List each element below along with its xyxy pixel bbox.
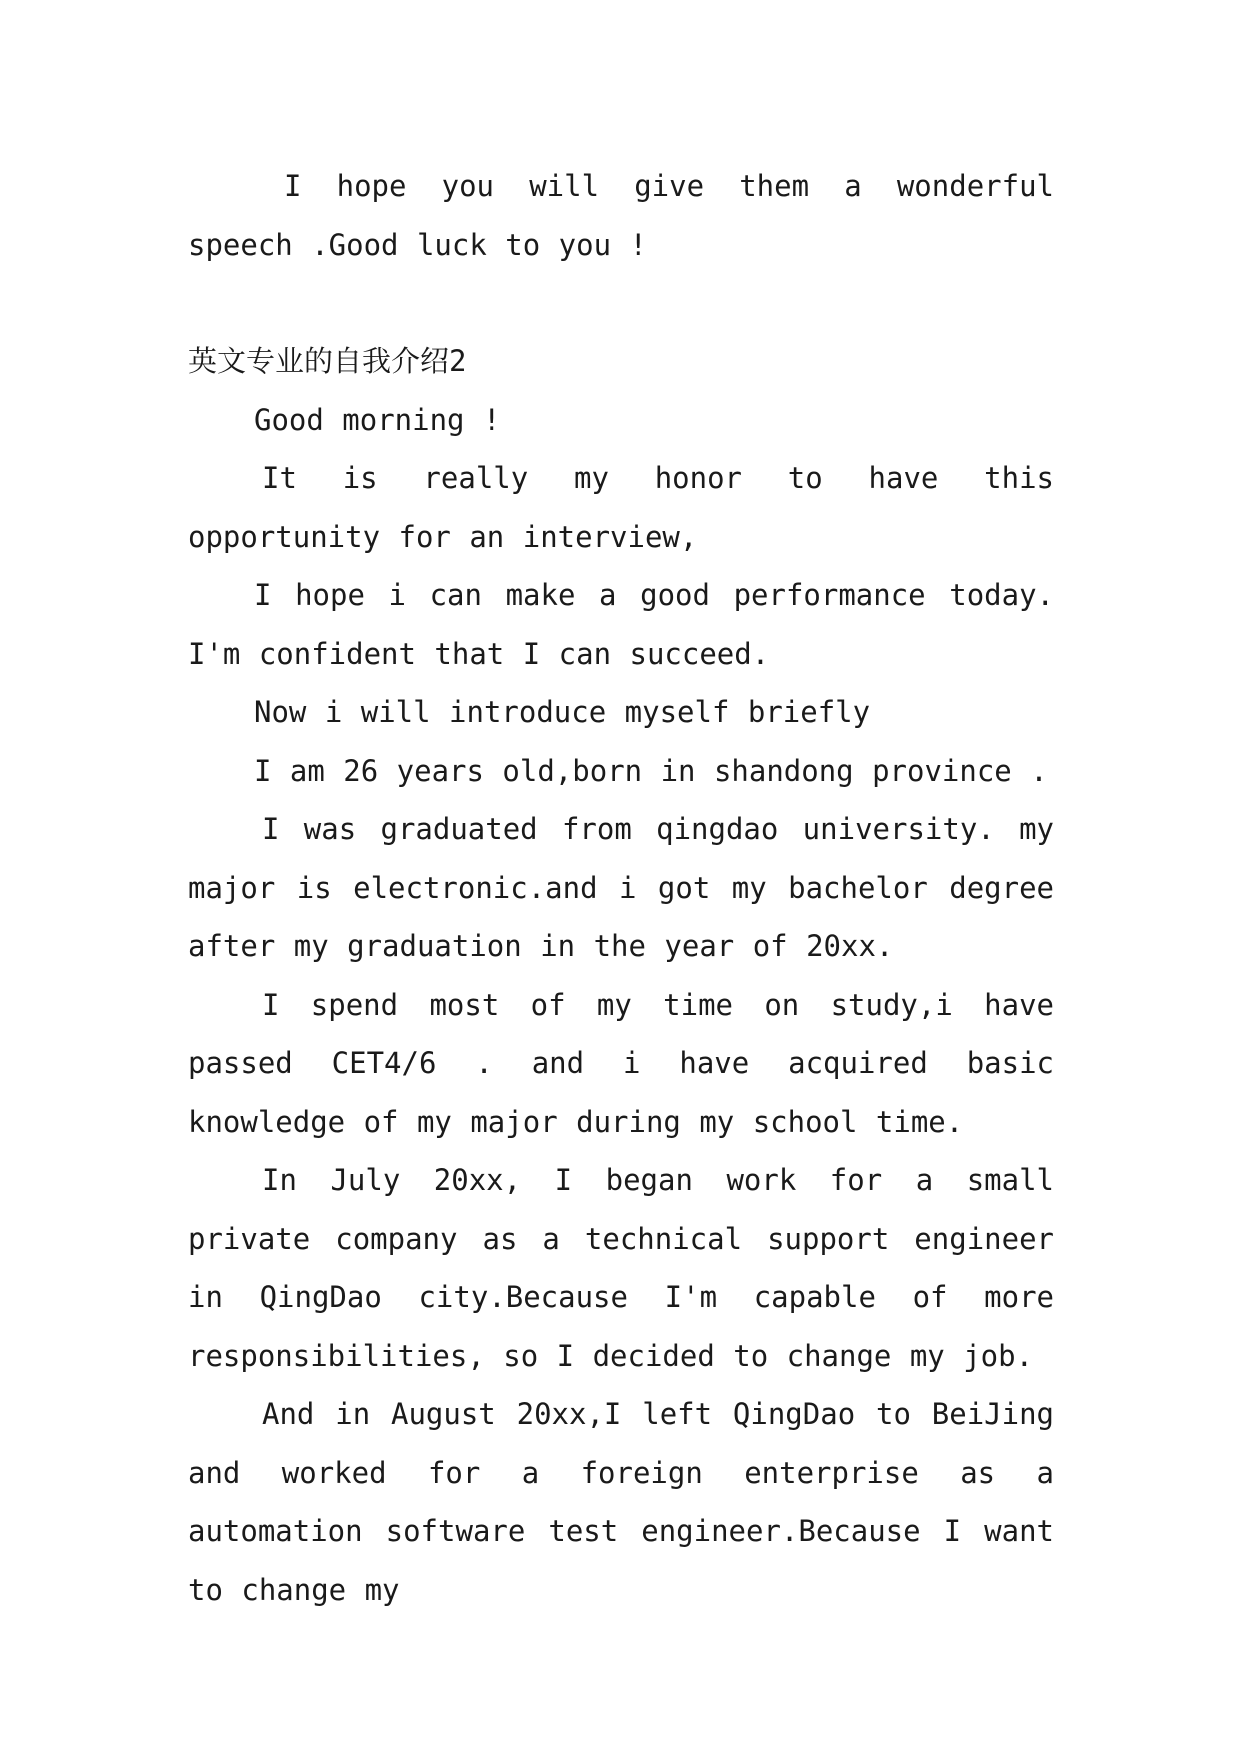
paragraph-age: I am 26 years old,born in shandong province .: [254, 753, 1048, 788]
intro-paragraph: I hope you will give them a wonderful speech .Good luck to you !: [188, 169, 1054, 262]
paragraph-honor: It is really my honor to have this opportunity for an interview,: [188, 461, 1054, 554]
paragraph-education: I was graduated from qingdao university. my major is electronic.and i got my bachelor degree after my graduation in the year of 20xx.: [188, 812, 1054, 963]
paragraph-study: I spend most of my time on study,i have passed CET4/6 . and i have acquired basic knowledge of my major during my school time.: [188, 987, 1054, 1139]
paragraph-greeting: Good morning !: [254, 402, 501, 437]
document-body: [188, 157, 1054, 1619]
section-title: 英文专业的自我介绍2: [188, 344, 467, 378]
paragraph-performance: I hope i can make a good performance today. I'm confident that I can succeed.: [188, 578, 1054, 671]
paragraph-first-job: In July 20xx, I began work for a small private company as a technical support engineer in QingDao city.Because I'm capable of more responsibilities, so I decided to change my job.: [188, 1163, 1054, 1373]
paragraph-introduce: Now i will introduce myself briefly: [254, 695, 871, 729]
paragraph-second-job: And in August 20xx,I left QingDao to BeiJing and worked for a foreign enterprise as a automation software test engineer.Because I want to change my: [188, 1397, 1054, 1607]
